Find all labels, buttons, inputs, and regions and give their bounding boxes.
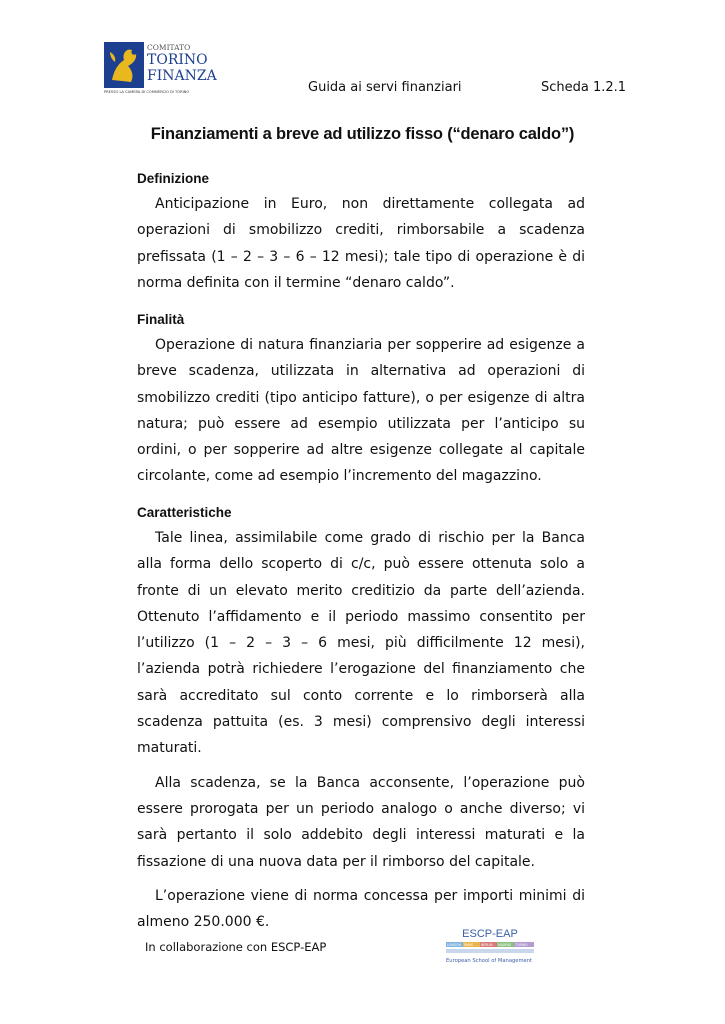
- paragraph: Tale linea, assimilabile come grado di rischio per la Banca alla forma dello scoperto di c/c, può essere ottenuta solo a fronte di un elevato merito creditizio da parte dell’azienda. Ottenuto l’affidamento e il periodo massimo consentito per l’utilizzo (1 – 2 – 3 – 6 mesi, più difficilmente 12 mesi), l’azienda potrà richiedere l’erogazione del finanziamento che sarà accreditato sul conto corrente e lo rimborserà alla scadenza pattuita (es. 3 mesi) comprensivo degli interessi maturati.: [137, 530, 585, 757]
- svg-text:MADRID: MADRID: [498, 943, 511, 947]
- section-caratteristiche: [137, 505, 585, 935]
- section-finalita: [137, 312, 585, 490]
- sheet-code: Scheda 1.2.1: [541, 80, 627, 95]
- paragraph: Alla scadenza, se la Banca acconsente, l’operazione può essere prorogata per un periodo analogo o anche diverso; vi sarà pertanto il solo addebito degli interessi maturati e la fissazione di una nuova data per il rimborso del capitale.: [137, 774, 585, 870]
- svg-text:BERLIN: BERLIN: [481, 943, 493, 947]
- svg-text:TORINO: TORINO: [147, 52, 208, 68]
- section-definizione: [137, 171, 585, 296]
- paragraph: Anticipazione in Euro, non direttamente collegata ad operazioni di smobilizzo crediti, rimborsabile a scadenza prefissata (1 – 2 – 3 – 6 – 12 mesi); tale tipo di operazione è di norma definita con il termine “denaro caldo”.: [137, 196, 585, 291]
- guide-title: Guida ai servi finanziari: [308, 80, 462, 95]
- svg-text:European School of Management: European School of Management: [446, 958, 533, 964]
- svg-text:PRESSO LA CAMERA DI COMMERCIO: PRESSO LA CAMERA DI COMMERCIO DI TORINO: [104, 90, 190, 94]
- section-heading: Finalità: [137, 312, 185, 327]
- footer-collaboration-text: In collaborazione con ESCP-EAP: [145, 940, 327, 954]
- svg-text:FINANZA: FINANZA: [147, 68, 217, 84]
- document-title: Finanziamenti a breve ad utilizzo fisso (“denaro caldo”): [150, 125, 575, 143]
- svg-text:ESCP-EAP: ESCP-EAP: [462, 928, 518, 940]
- section-heading: Caratteristiche: [137, 505, 232, 520]
- svg-text:TORINO: TORINO: [515, 943, 528, 947]
- escp-eap-logo: [444, 926, 536, 970]
- comitato-torino-finanza-logo: [104, 42, 217, 94]
- svg-text:LONDON: LONDON: [447, 943, 461, 947]
- section-heading: Definizione: [137, 171, 210, 186]
- svg-text:PARIS: PARIS: [464, 943, 474, 947]
- paragraph: L’operazione viene di norma concessa per importi minimi di almeno 250.000 €.: [137, 887, 585, 931]
- paragraph: Operazione di natura finanziaria per sopperire ad esigenze a breve scadenza, utilizzata in alternativa ad operazioni di smobilizzo crediti (tipo anticipo fatture), o per esigenze di altra natura; può essere ad esempio utilizzata per l’anticipo su ordini, o per sopperire ad altre esigenze collegate al capitale circolante, come ad esempio l’incremento del magazzino.: [137, 337, 585, 485]
- svg-text:COMITATO: COMITATO: [147, 43, 191, 52]
